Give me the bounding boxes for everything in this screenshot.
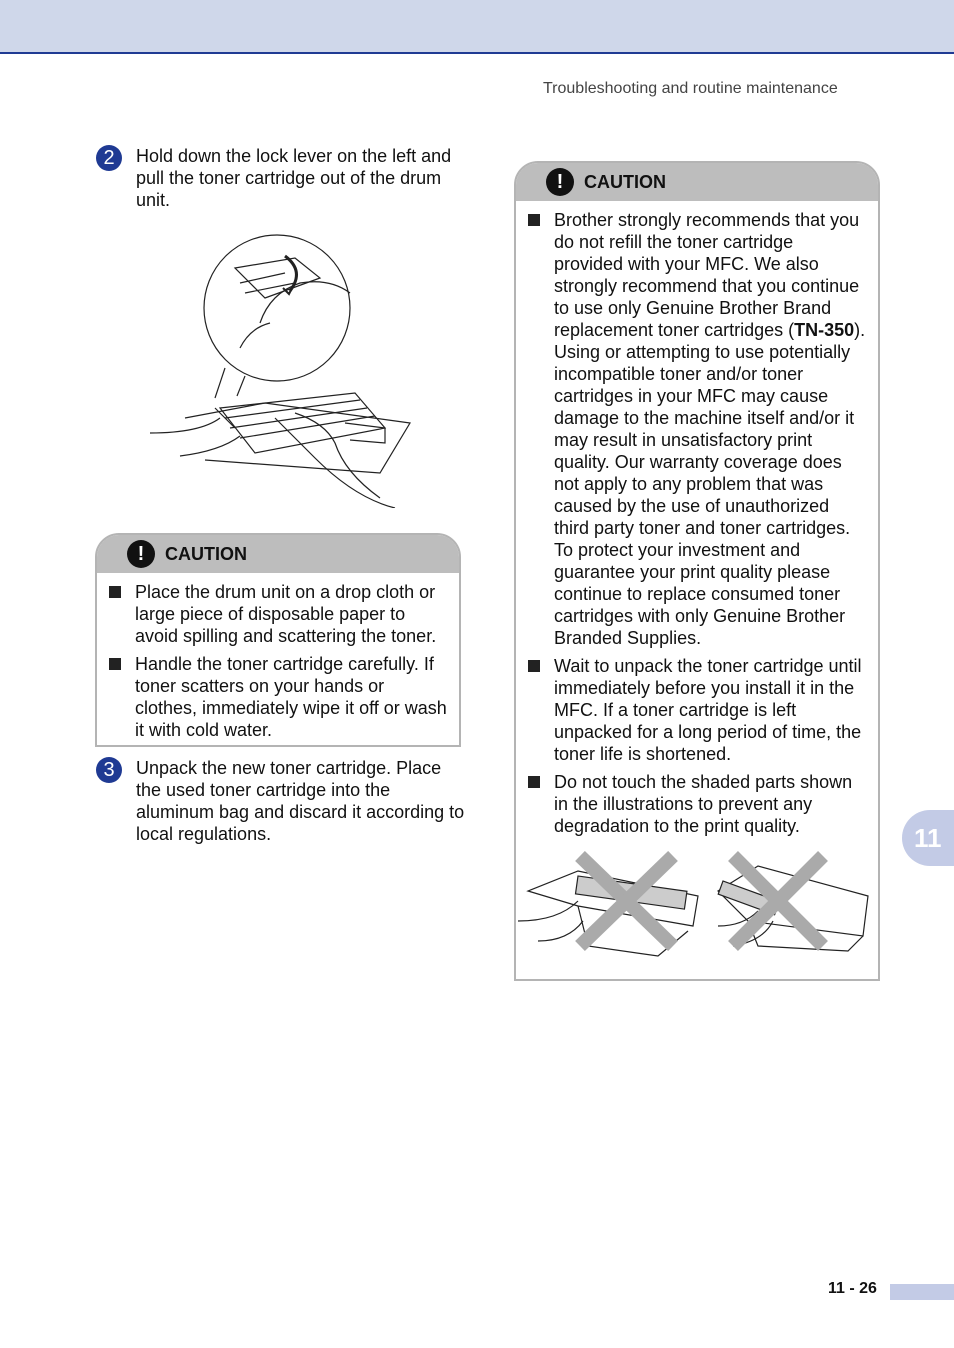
step-number-badge: 3: [96, 757, 122, 783]
caution-item-text: Handle the toner cartridge carefully. If toner scatters on your hands or clothes, immediately wipe it off or wash it with cold water.: [135, 654, 447, 740]
caution-title: CAUTION: [165, 543, 247, 564]
footer-bar: [890, 1284, 954, 1300]
caution-item-text: Brother strongly recommends that you do not refill the toner cartridge provided with your MFC. We also strongly recommend that you continue to use only Genuine Brother Brand replacement toner cartridges (TN-350). Using or attempting to use potentially incompatible toner and/or toner cartridges in your MFC may cause damage to the machine itself and/or it may result in unsatisfactory print quality. Our warranty coverage does not apply to any problem that was caused by the use of unauthorized third party toner and toner cartridges. To protect your investment and guarantee your print quality please continue to replace consumed toner cartridges with only Genuine Brother Branded Supplies.: [554, 210, 866, 648]
caution-list: [516, 201, 878, 849]
step-2: [96, 145, 466, 211]
step-3: [96, 757, 466, 845]
step-text: Unpack the new toner cartridge. Place the used toner cartridge into the aluminum bag and discard it according to local regulations.: [136, 758, 465, 844]
caution-item: [107, 653, 447, 741]
running-head: Troubleshooting and routine maintenance: [543, 80, 838, 97]
caution-item-text: Do not touch the shaded parts shown in the illustrations to prevent any degradation to the print quality.: [554, 772, 853, 836]
caution-title: CAUTION: [584, 171, 666, 192]
square-bullet-icon: [528, 660, 540, 672]
square-bullet-icon: [528, 214, 540, 226]
model-number: TN-350: [794, 320, 855, 340]
chapter-tab: 11: [902, 810, 954, 866]
caution-item: [107, 581, 447, 647]
square-bullet-icon: [109, 586, 121, 598]
caution-box-left: [95, 533, 461, 747]
warning-exclamation-icon: !: [546, 168, 574, 196]
square-bullet-icon: [528, 776, 540, 788]
caution-item-text: Wait to unpack the toner cartridge until immediately before you install it in the MFC. If a toner cartridge is left unpacked for a long period of time, the toner life is shortened.: [554, 656, 862, 764]
remove-toner-illustration: [145, 228, 415, 508]
caution-item: [526, 209, 866, 649]
caution-list: [97, 573, 459, 753]
step-text: Hold down the lock lever on the left and pull the toner cartridge out of the drum unit.: [136, 146, 452, 210]
warning-exclamation-icon: !: [127, 540, 155, 568]
caution-item: [526, 771, 866, 837]
caution-item-text: Place the drum unit on a drop cloth or large piece of disposable paper to avoid spilling and scattering the toner.: [135, 582, 437, 646]
caution-header: [97, 535, 459, 573]
page-number: 11 - 26: [828, 1280, 877, 1297]
do-not-touch-illustrations: [518, 851, 876, 961]
square-bullet-icon: [109, 658, 121, 670]
step-number-badge: 2: [96, 145, 122, 171]
caution-header: [516, 163, 878, 201]
header-band: [0, 0, 954, 54]
caution-box-right: [514, 161, 880, 981]
caution-item: [526, 655, 866, 765]
